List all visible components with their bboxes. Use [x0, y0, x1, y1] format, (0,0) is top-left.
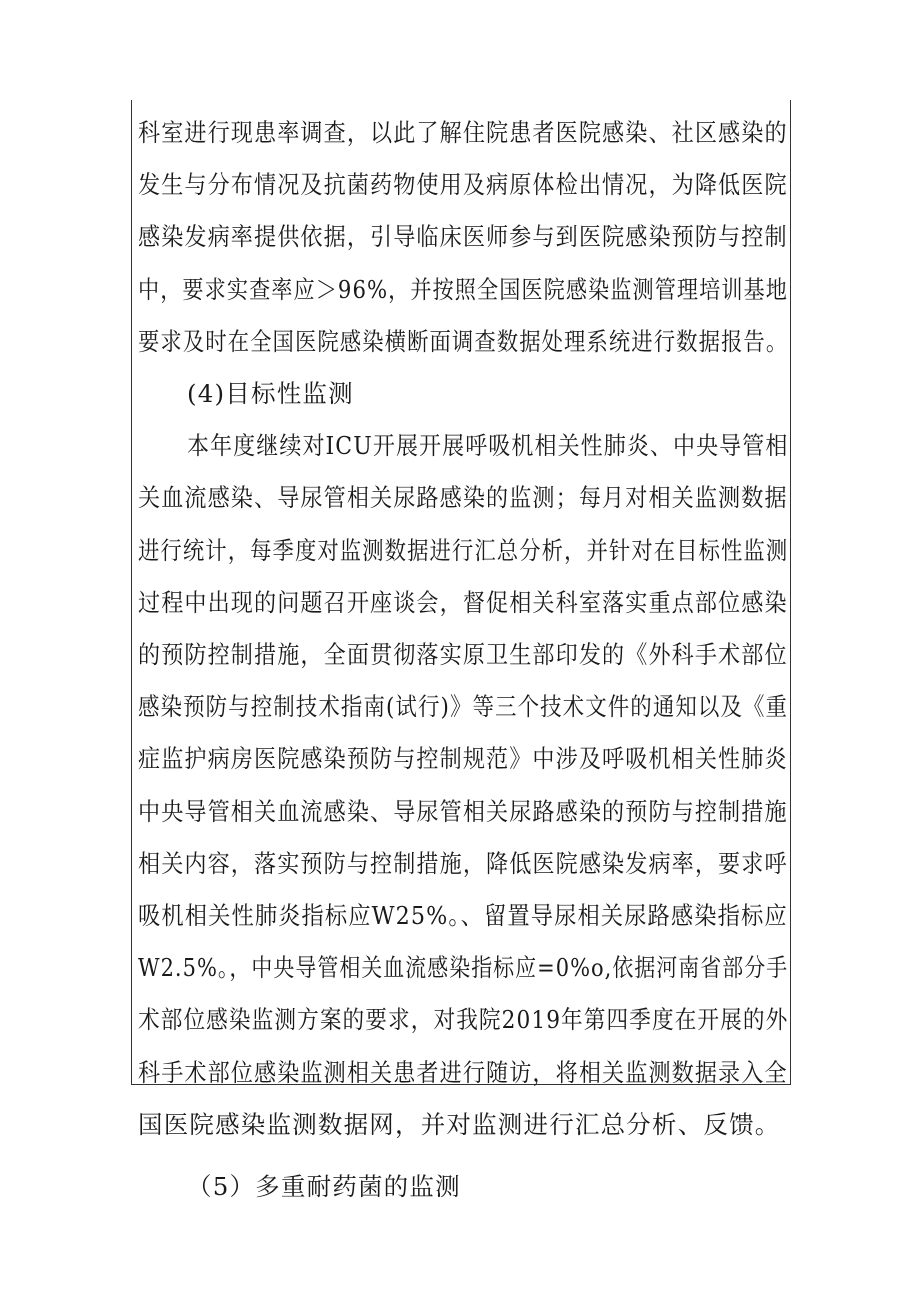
paragraph-line-10: 吸机相关性肺炎指标应W25%。、留置导尿相关尿路感染指标应 [138, 901, 788, 930]
text-line-4: 中，要求实查率应＞96%，并按照全国医院感染监测管理培训基地 [138, 275, 788, 304]
paragraph-line-1: 本年度继续对ICU开展开展呼吸机相关性肺炎、中央导管相 [187, 431, 789, 460]
section-heading-4: (4)目标性监测 [187, 379, 354, 408]
text-line-3: 感染发病率提供依据，引导临床医师参与到医院感染预防与控制 [138, 222, 788, 251]
paragraph-line-4: 过程中出现的问题召开座谈会，督促相关科室落实重点部位感染 [138, 588, 788, 617]
text-line-1: 科室进行现患率调查，以此了解住院患者医院感染、社区感染的 [138, 118, 788, 147]
paragraph-line-9: 相关内容，落实预防与控制措施，降低医院感染发病率，要求呼 [138, 849, 788, 878]
paragraph-line-14: 国医院感染监测数据网，并对监测进行汇总分析、反馈。 [138, 1110, 781, 1139]
paragraph-line-3: 进行统计，每季度对监测数据进行汇总分析，并针对在目标性监测 [138, 536, 789, 565]
paragraph-line-6: 感染预防与控制技术指南(试行)》等三个技术文件的通知以及《重 [138, 692, 789, 721]
paragraph-line-8: 中央导管相关血流感染、导尿管相关尿路感染的预防与控制措施 [138, 797, 788, 826]
section-heading-5: （5）多重耐药菌的监测 [187, 1172, 461, 1201]
paragraph-line-5: 的预防控制措施，全面贯彻落实原卫生部印发的《外科手术部位 [138, 640, 788, 669]
paragraph-line-2: 关血流感染、导尿管相关尿路感染的监测；每月对相关监测数据 [138, 483, 788, 512]
text-line-5: 要求及时在全国医院感染横断面调查数据处理系统进行数据报告。 [138, 327, 789, 356]
paragraph-line-12: 术部位感染监测方案的要求，对我院2019年第四季度在开展的外 [138, 1005, 789, 1034]
text-line-2: 发生与分布情况及抗菌药物使用及病原体检出情况，为降低医院 [138, 170, 788, 199]
paragraph-line-11: W2.5%。，中央导管相关血流感染指标应=0%o,依据河南省部分手 [138, 953, 789, 982]
paragraph-line-7: 症监护病房医院感染预防与控制规范》中涉及呼吸机相关性肺炎 [138, 744, 788, 773]
paragraph-line-13: 科手术部位感染监测相关患者进行随访，将相关监测数据录入全 [138, 1058, 788, 1087]
